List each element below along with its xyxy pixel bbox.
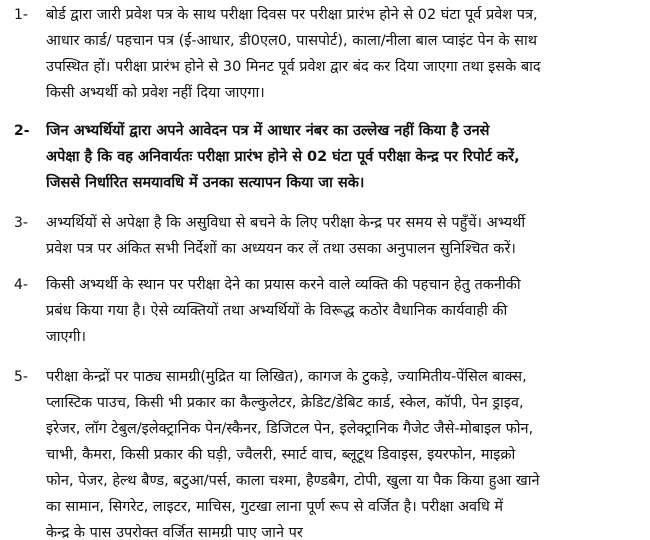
text-line: आधार कार्ड/ पहचान पत्र (ई-आधार, डी0एल0, पासपोर्ट), काला/नीला बाल प्वाइंट पेन के साथ [46,33,537,49]
item-number: 4- [14,277,28,293]
item-text [46,364,640,540]
text-line: चाभी, कैमरा, किसी प्रकार की घड़ी, ज्वैलरी, स्मार्ट वाच, ब्लूटूथ डिवाइस, इयरफोन, माइक्रो [46,447,516,463]
item-number: 2- [14,123,30,139]
item-text [46,118,640,196]
text-line: केन्द्र के पास उपरोक्त वर्जित सामग्री पाए जाने पर [46,525,303,540]
text-line: जिन अभ्यर्थियों द्वारा अपने आवेदन पत्र में आधार नंबर का उल्लेख नहीं किया है उनसे [46,123,490,139]
item-number: 1- [14,7,28,23]
text-line: इरेजर, लॉग टेबुल/इलेक्ट्रानिक पेन/स्कैनर, डिजिटल पेन, इलेक्ट्रानिक गैजेट जैसे-मोबाइल फोन, [46,421,534,437]
text-line: जिससे निर्धारित समयावधि में उनका सत्यापन किया जा सके। [46,175,365,191]
text-line: प्रवेश पत्र पर अंकित सभी निर्देशों का अध्ययन कर लें तथा उसका अनुपालन सुनिश्चित करें। [46,241,516,257]
text-line: प्लास्टिक पाउच, किसी भी प्रकार का कैल्कुलेटर, क्रेडिट/डेबिट कार्ड, स्केल, कॉपी, पेन ड्राइव, [46,395,524,411]
text-line: अपेक्षा है कि वह अनिवार्यतः परीक्षा प्रारंभ होने से 02 घंटा पूर्व परीक्षा केन्द्र पर रिपोर्ट करें, [46,149,520,165]
text-line: प्रबंध किया गया है। ऐसे व्यक्तियों तथा अभ्यर्थियों के विरूद्ध कठोर वैधानिक कार्यवाही की [46,303,508,319]
text-line: परीक्षा केन्द्रों पर पाठ्य सामग्री(मुद्रित या लिखित), कागज के टुकड़े, ज्यामितीय-पेंसिल बाक्स, [46,369,527,385]
text-line: उपस्थित हों। परीक्षा प्रारंभ होने से 30 मिनट पूर्व प्रवेश द्वार बंद कर दिया जाएगा तथा इसके बाद [46,59,541,75]
text-line: बोर्ड द्वारा जारी प्रवेश पत्र के साथ परीक्षा दिवस पर परीक्षा प्रारंभ होने से 02 घंटा पूर्व प्रवेश पत्र, [46,7,538,23]
item-number: 5- [14,369,28,385]
text-line: किसी अभ्यर्थी को प्रवेश नहीं दिया जाएगा। [46,85,265,101]
item-number: 3- [14,215,28,231]
item-text [46,2,640,106]
item-text [46,210,640,262]
text-line: जाएगी। [46,329,86,345]
item-text [46,272,640,350]
text-line: अभ्यर्थियों से अपेक्षा है कि असुविधा से बचने के लिए परीक्षा केन्द्र पर समय से पहुँचें। अभ्यर्थी [46,215,526,231]
text-line: का सामान, सिगरेट, लाइटर, माचिस, गुटखा लाना पूर्ण रूप से वर्जित है। परीक्षा अवधि में [46,499,504,515]
text-line: किसी अभ्यर्थी के स्थान पर परीक्षा देने का प्रयास करने वाले व्यक्ति की पहचान हेतु तकनीकी [46,277,521,293]
text-line: फोन, पेजर, हेल्थ बैण्ड, बटुआ/पर्स, काला चश्मा, हैण्डबैग, टोपी, खुला या पैक किया हुआ खाने [46,473,540,489]
